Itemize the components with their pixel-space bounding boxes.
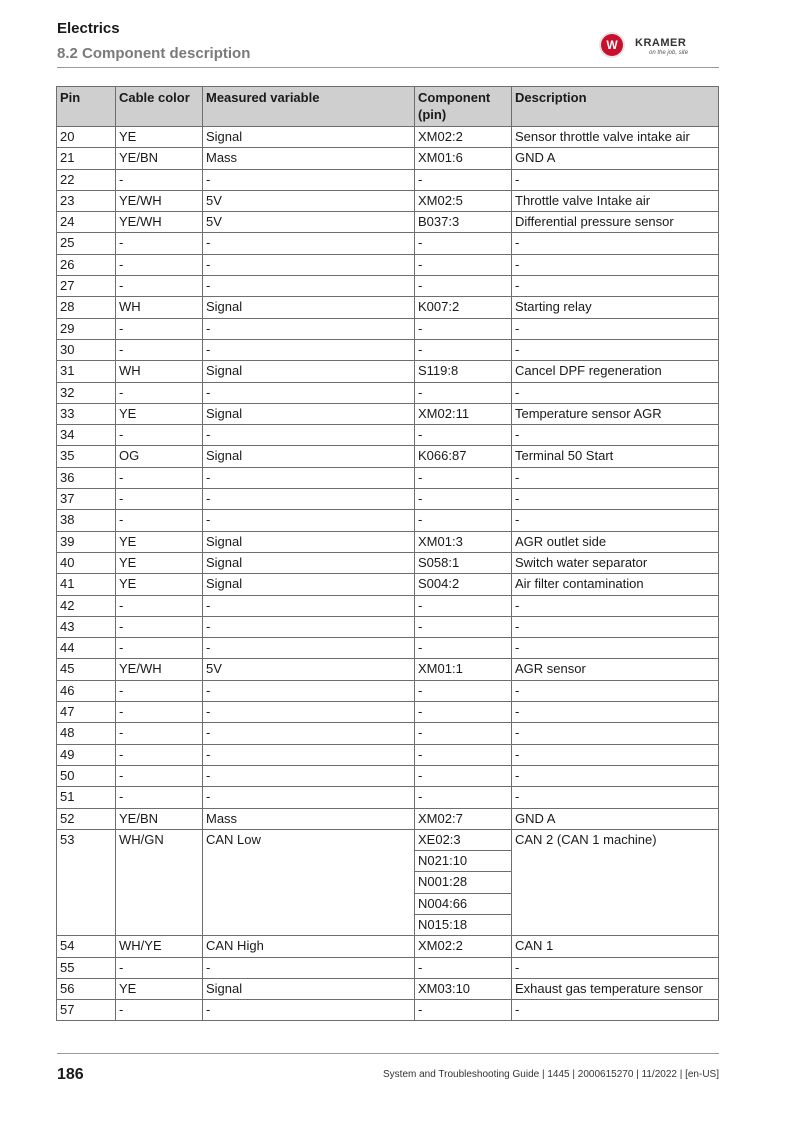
table-row <box>57 276 719 297</box>
table-row <box>57 339 719 360</box>
measured-variable-cell: - <box>203 276 415 297</box>
measured-variable-cell: - <box>203 787 415 808</box>
description-cell: AGR outlet side <box>512 531 719 552</box>
pin-cell: 36 <box>57 467 116 488</box>
table-row <box>57 595 719 616</box>
measured-variable-cell: - <box>203 723 415 744</box>
description-cell: Terminal 50 Start <box>512 446 719 467</box>
cable-color-cell: - <box>116 382 203 403</box>
cable-color-cell: YE/BN <box>116 148 203 169</box>
cable-color-cell: - <box>116 680 203 701</box>
measured-variable-cell: - <box>203 595 415 616</box>
cable-color-cell: - <box>116 957 203 978</box>
component-cell: XM02:5 <box>415 190 512 211</box>
cable-color-cell: - <box>116 276 203 297</box>
page-number: 186 <box>57 1066 84 1083</box>
cable-color-cell: - <box>116 616 203 637</box>
component-cell: - <box>415 233 512 254</box>
description-cell: - <box>512 638 719 659</box>
table-row <box>57 680 719 701</box>
logo-tagline: on the job, site <box>649 50 689 56</box>
measured-variable-cell: CAN High <box>203 936 415 957</box>
cable-color-cell: - <box>116 254 203 275</box>
pin-cell: 41 <box>57 574 116 595</box>
description-cell: - <box>512 254 719 275</box>
description-cell: - <box>512 723 719 744</box>
column-header-cable-color: Cable color <box>116 87 203 127</box>
cable-color-cell: - <box>116 765 203 786</box>
pin-cell: 46 <box>57 680 116 701</box>
cable-color-cell: - <box>116 702 203 723</box>
pin-cell: 24 <box>57 212 116 233</box>
cable-color-cell: - <box>116 638 203 659</box>
measured-variable-cell: 5V <box>203 212 415 233</box>
measured-variable-cell: Signal <box>203 361 415 382</box>
pin-cell: 52 <box>57 808 116 829</box>
cable-color-cell: - <box>116 595 203 616</box>
description-cell: Throttle valve Intake air <box>512 190 719 211</box>
component-cell: - <box>415 1000 512 1021</box>
table-row <box>57 318 719 339</box>
description-cell: - <box>512 957 719 978</box>
description-cell: Cancel DPF regeneration <box>512 361 719 382</box>
table-row <box>57 552 719 573</box>
description-cell: - <box>512 339 719 360</box>
component-cell: - <box>415 595 512 616</box>
measured-variable-cell: - <box>203 510 415 531</box>
component-cell: B037:3 <box>415 212 512 233</box>
column-header-component: Component (pin) <box>415 87 512 127</box>
table-row <box>57 829 719 850</box>
measured-variable-cell: - <box>203 339 415 360</box>
logo-wordmark: KRAMER <box>635 37 687 49</box>
component-cell: XM01:6 <box>415 148 512 169</box>
document-info: System and Troubleshooting Guide | 1445 | 2000615270 | 11/2022 | [en-US] <box>383 1069 719 1080</box>
pin-cell: 50 <box>57 765 116 786</box>
description-cell: CAN 2 (CAN 1 machine) <box>512 829 719 935</box>
cable-color-cell: - <box>116 489 203 510</box>
description-cell: - <box>512 787 719 808</box>
pin-cell: 38 <box>57 510 116 531</box>
table-row <box>57 254 719 275</box>
component-cell: XE02:3 <box>415 829 512 850</box>
component-cell: - <box>415 382 512 403</box>
cable-color-cell: - <box>116 744 203 765</box>
measured-variable-cell: CAN Low <box>203 829 415 935</box>
pin-cell: 26 <box>57 254 116 275</box>
footer-divider <box>57 1053 719 1054</box>
component-cell: N015:18 <box>415 914 512 935</box>
component-cell: - <box>415 425 512 446</box>
pin-cell: 31 <box>57 361 116 382</box>
pin-cell: 49 <box>57 744 116 765</box>
cable-color-cell: WH/YE <box>116 936 203 957</box>
component-cell: XM01:3 <box>415 531 512 552</box>
description-cell: - <box>512 233 719 254</box>
measured-variable-cell: - <box>203 467 415 488</box>
measured-variable-cell: Signal <box>203 403 415 424</box>
cable-color-cell: - <box>116 1000 203 1021</box>
table-row <box>57 382 719 403</box>
pin-cell: 39 <box>57 531 116 552</box>
table-row <box>57 765 719 786</box>
component-cell: XM01:1 <box>415 659 512 680</box>
cable-color-cell: - <box>116 723 203 744</box>
pin-cell: 44 <box>57 638 116 659</box>
component-cell: - <box>415 638 512 659</box>
pin-cell: 40 <box>57 552 116 573</box>
pin-cell: 33 <box>57 403 116 424</box>
description-cell: - <box>512 595 719 616</box>
component-cell: XM02:2 <box>415 936 512 957</box>
component-cell: K007:2 <box>415 297 512 318</box>
kramer-logo <box>601 34 713 62</box>
cable-color-cell: - <box>116 339 203 360</box>
cable-color-cell: YE/WH <box>116 659 203 680</box>
table-row <box>57 148 719 169</box>
description-cell: - <box>512 425 719 446</box>
description-cell: - <box>512 318 719 339</box>
description-cell: Switch water separator <box>512 552 719 573</box>
cable-color-cell: YE <box>116 978 203 999</box>
pin-cell: 45 <box>57 659 116 680</box>
table-row <box>57 808 719 829</box>
description-cell: AGR sensor <box>512 659 719 680</box>
pin-cell: 32 <box>57 382 116 403</box>
pin-cell: 53 <box>57 829 116 935</box>
measured-variable-cell: 5V <box>203 190 415 211</box>
component-cell: XM02:11 <box>415 403 512 424</box>
table-row <box>57 957 719 978</box>
cable-color-cell: YE <box>116 531 203 552</box>
table-row <box>57 510 719 531</box>
cable-color-cell: YE <box>116 574 203 595</box>
measured-variable-cell: Signal <box>203 446 415 467</box>
measured-variable-cell: - <box>203 169 415 190</box>
table-row <box>57 446 719 467</box>
component-cell: - <box>415 254 512 275</box>
pin-cell: 28 <box>57 297 116 318</box>
description-cell: - <box>512 467 719 488</box>
measured-variable-cell: Mass <box>203 808 415 829</box>
component-cell: N021:10 <box>415 851 512 872</box>
component-cell: - <box>415 489 512 510</box>
description-cell: - <box>512 276 719 297</box>
measured-variable-cell: Signal <box>203 531 415 552</box>
table-row <box>57 616 719 637</box>
measured-variable-cell: - <box>203 489 415 510</box>
measured-variable-cell: - <box>203 957 415 978</box>
pin-cell: 42 <box>57 595 116 616</box>
table-row <box>57 936 719 957</box>
column-header-measured-variable: Measured variable <box>203 87 415 127</box>
cable-color-cell: - <box>116 318 203 339</box>
table-body <box>57 127 719 1021</box>
table-row <box>57 978 719 999</box>
page-header <box>57 18 719 68</box>
component-cell: - <box>415 467 512 488</box>
measured-variable-cell: Signal <box>203 552 415 573</box>
pin-cell: 23 <box>57 190 116 211</box>
component-cell: S058:1 <box>415 552 512 573</box>
pin-cell: 21 <box>57 148 116 169</box>
logo-emblem-icon: W <box>601 34 623 56</box>
pin-cell: 43 <box>57 616 116 637</box>
pin-cell: 48 <box>57 723 116 744</box>
table-row <box>57 574 719 595</box>
component-cell: - <box>415 680 512 701</box>
cable-color-cell: WH <box>116 297 203 318</box>
description-cell: - <box>512 489 719 510</box>
subsection-title: 8.2 Component description <box>57 45 251 62</box>
description-cell: Exhaust gas temperature sensor <box>512 978 719 999</box>
measured-variable-cell: Signal <box>203 297 415 318</box>
measured-variable-cell: Signal <box>203 574 415 595</box>
cable-color-cell: YE <box>116 403 203 424</box>
cable-color-cell: YE/WH <box>116 212 203 233</box>
measured-variable-cell: - <box>203 765 415 786</box>
section-title: Electrics <box>57 20 120 37</box>
description-cell: - <box>512 702 719 723</box>
description-cell: CAN 1 <box>512 936 719 957</box>
pin-cell: 35 <box>57 446 116 467</box>
measured-variable-cell: - <box>203 1000 415 1021</box>
component-cell: S004:2 <box>415 574 512 595</box>
measured-variable-cell: - <box>203 382 415 403</box>
component-cell: - <box>415 510 512 531</box>
pin-cell: 54 <box>57 936 116 957</box>
cable-color-cell: WH <box>116 361 203 382</box>
component-cell: XM02:7 <box>415 808 512 829</box>
table-row <box>57 169 719 190</box>
table-row <box>57 723 719 744</box>
pin-cell: 25 <box>57 233 116 254</box>
cable-color-cell: - <box>116 425 203 446</box>
table-row <box>57 403 719 424</box>
cable-color-cell: WH/GN <box>116 829 203 935</box>
component-cell: - <box>415 787 512 808</box>
component-cell: - <box>415 744 512 765</box>
measured-variable-cell: - <box>203 616 415 637</box>
description-cell: - <box>512 169 719 190</box>
table-row <box>57 787 719 808</box>
measured-variable-cell: - <box>203 318 415 339</box>
cable-color-cell: - <box>116 510 203 531</box>
description-cell: Differential pressure sensor <box>512 212 719 233</box>
pin-cell: 37 <box>57 489 116 510</box>
table-header-row <box>57 87 719 127</box>
pin-cell: 27 <box>57 276 116 297</box>
measured-variable-cell: - <box>203 680 415 701</box>
measured-variable-cell: - <box>203 425 415 446</box>
description-cell: - <box>512 744 719 765</box>
pin-cell: 30 <box>57 339 116 360</box>
description-cell: - <box>512 765 719 786</box>
table-row <box>57 702 719 723</box>
cable-color-cell: OG <box>116 446 203 467</box>
table-row <box>57 744 719 765</box>
cable-color-cell: - <box>116 467 203 488</box>
cable-color-cell: - <box>116 233 203 254</box>
description-cell: Temperature sensor AGR <box>512 403 719 424</box>
component-cell: - <box>415 339 512 360</box>
pin-cell: 47 <box>57 702 116 723</box>
table-row <box>57 190 719 211</box>
description-cell: Starting relay <box>512 297 719 318</box>
measured-variable-cell: - <box>203 233 415 254</box>
component-cell: - <box>415 318 512 339</box>
component-cell: - <box>415 702 512 723</box>
measured-variable-cell: - <box>203 702 415 723</box>
pin-cell: 20 <box>57 127 116 148</box>
component-cell: K066:87 <box>415 446 512 467</box>
pin-cell: 56 <box>57 978 116 999</box>
pin-cell: 55 <box>57 957 116 978</box>
table-row <box>57 212 719 233</box>
component-cell: N004:66 <box>415 893 512 914</box>
cable-color-cell: YE <box>116 552 203 573</box>
measured-variable-cell: Signal <box>203 978 415 999</box>
description-cell: Sensor throttle valve intake air <box>512 127 719 148</box>
table-row <box>57 233 719 254</box>
table-row <box>57 297 719 318</box>
table-row <box>57 1000 719 1021</box>
table-row <box>57 531 719 552</box>
description-cell: - <box>512 1000 719 1021</box>
table-row <box>57 361 719 382</box>
component-cell: - <box>415 957 512 978</box>
component-cell: - <box>415 765 512 786</box>
component-cell: N001:28 <box>415 872 512 893</box>
measured-variable-cell: 5V <box>203 659 415 680</box>
description-cell: GND A <box>512 148 719 169</box>
component-cell: - <box>415 169 512 190</box>
component-cell: XM02:2 <box>415 127 512 148</box>
measured-variable-cell: Signal <box>203 127 415 148</box>
component-cell: S119:8 <box>415 361 512 382</box>
table-row <box>57 127 719 148</box>
cable-color-cell: YE/WH <box>116 190 203 211</box>
description-cell: GND A <box>512 808 719 829</box>
pin-assignment-table <box>56 86 719 1021</box>
component-cell: - <box>415 723 512 744</box>
description-cell: - <box>512 680 719 701</box>
table-row <box>57 489 719 510</box>
cable-color-cell: YE/BN <box>116 808 203 829</box>
component-cell: XM03:10 <box>415 978 512 999</box>
cable-color-cell: - <box>116 787 203 808</box>
measured-variable-cell: - <box>203 638 415 659</box>
table-row <box>57 425 719 446</box>
description-cell: - <box>512 382 719 403</box>
cable-color-cell: YE <box>116 127 203 148</box>
component-cell: - <box>415 616 512 637</box>
pin-cell: 22 <box>57 169 116 190</box>
description-cell: - <box>512 616 719 637</box>
pin-cell: 51 <box>57 787 116 808</box>
header-divider <box>57 67 719 68</box>
pin-cell: 34 <box>57 425 116 446</box>
measured-variable-cell: Mass <box>203 148 415 169</box>
measured-variable-cell: - <box>203 744 415 765</box>
table-row <box>57 638 719 659</box>
table-row <box>57 467 719 488</box>
cable-color-cell: - <box>116 169 203 190</box>
pin-cell: 57 <box>57 1000 116 1021</box>
description-cell: - <box>512 510 719 531</box>
component-cell: - <box>415 276 512 297</box>
table-row <box>57 659 719 680</box>
column-header-description: Description <box>512 87 719 127</box>
measured-variable-cell: - <box>203 254 415 275</box>
column-header-pin: Pin <box>57 87 116 127</box>
description-cell: Air filter contamination <box>512 574 719 595</box>
pin-cell: 29 <box>57 318 116 339</box>
